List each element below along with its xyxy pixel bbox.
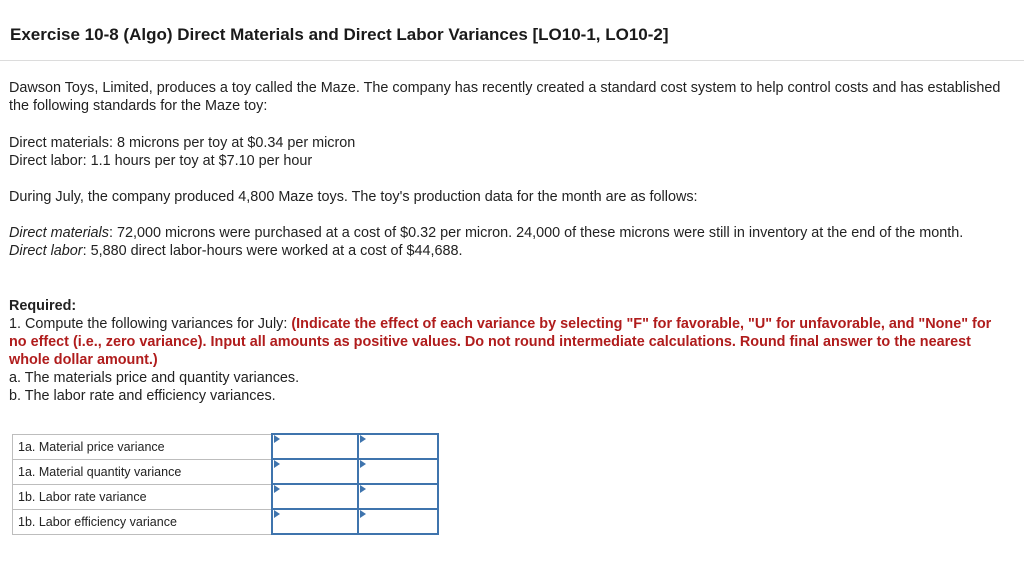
answer-row <box>13 484 439 509</box>
materials-data <box>9 224 1009 242</box>
effect-field[interactable] <box>359 460 441 485</box>
amount-input[interactable] <box>272 434 358 459</box>
labor-data <box>9 242 1009 260</box>
standard-materials: Direct materials: 8 microns per toy at $0.34 per micron <box>9 135 356 151</box>
effect-select[interactable] <box>358 434 438 459</box>
effect-select[interactable] <box>358 459 438 484</box>
question-1-prefix: 1. Compute the following variances for July: <box>9 316 292 332</box>
amount-field[interactable] <box>273 460 361 485</box>
row-label: 1b. Labor rate variance <box>13 484 273 509</box>
row-label: 1a. Material quantity variance <box>13 459 273 484</box>
effect-field[interactable] <box>359 510 441 535</box>
effect-field[interactable] <box>359 435 441 460</box>
amount-field[interactable] <box>273 435 361 460</box>
amount-field[interactable] <box>273 510 361 535</box>
intro-paragraph <box>9 79 1009 115</box>
required-heading: Required: <box>9 298 77 314</box>
production-data-block <box>9 224 1009 260</box>
answer-table <box>12 433 439 535</box>
page-title: Exercise 10-8 (Algo) Direct Materials and Direct Labor Variances [LO10-1, LO10-2] <box>10 25 669 44</box>
standard-labor: Direct labor: 1.1 hours per toy at $7.10 per hour <box>9 153 313 169</box>
effect-field[interactable] <box>359 485 441 510</box>
standards-block <box>9 134 1009 170</box>
answer-row <box>13 459 439 484</box>
labor-data-label: Direct labor <box>9 243 83 259</box>
answer-row <box>13 434 439 459</box>
effect-select[interactable] <box>358 484 438 509</box>
required-part-b: b. The labor rate and efficiency variances. <box>9 388 276 404</box>
amount-input[interactable] <box>272 459 358 484</box>
row-label: 1b. Labor efficiency variance <box>13 509 273 534</box>
amount-input[interactable] <box>272 484 358 509</box>
row-label: 1a. Material price variance <box>13 434 273 459</box>
materials-data-text: : 72,000 microns were purchased at a cost of $0.32 per micron. 24,000 of these microns were still in inventory at the end of the month. <box>108 225 964 241</box>
effect-select[interactable] <box>358 509 438 534</box>
required-part-a: a. The materials price and quantity variances. <box>9 370 300 386</box>
question-1-instruction: (Indicate the effect of each variance by selecting "F" for favorable, "U" for unfavorable, and "None" for no effect (i.e., zero variance). Input all amounts as positive values. Do not round intermediate calculations. Round final answer to the nearest whole dollar amount.) <box>9 316 992 368</box>
answer-row <box>13 509 439 534</box>
title-divider <box>0 60 1024 61</box>
materials-data-label: Direct materials <box>9 225 109 241</box>
production-paragraph <box>9 188 1009 206</box>
labor-data-text: : 5,880 direct labor-hours were worked at a cost of $44,688. <box>82 243 463 259</box>
amount-field[interactable] <box>273 485 361 510</box>
production-text: During July, the company produced 4,800 Maze toys. The toy's production data for the month are as follows: <box>9 189 698 205</box>
amount-input[interactable] <box>272 509 358 534</box>
required-question-1 <box>9 315 1009 369</box>
required-block <box>9 297 1009 405</box>
intro-text: Dawson Toys, Limited, produces a toy called the Maze. The company has recently created a standard cost system to help control costs and has established the following standards for the Maze toy: <box>9 80 1001 114</box>
